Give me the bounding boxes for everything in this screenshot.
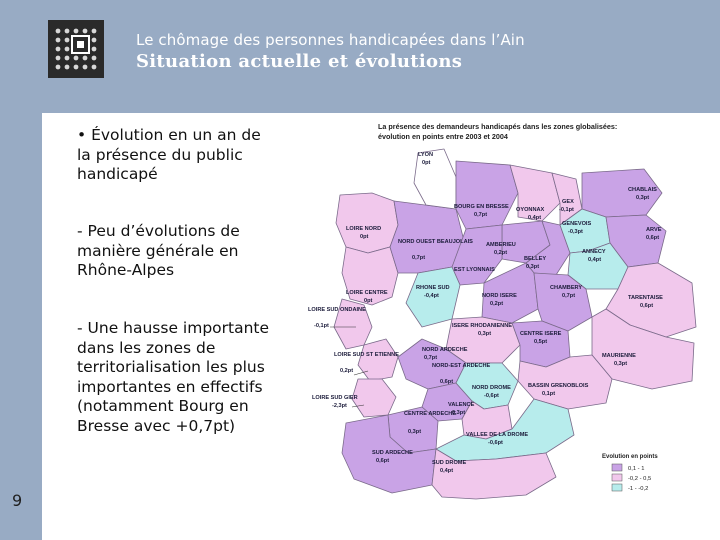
legend-swatch-2 <box>612 474 622 481</box>
value-loire-nord: 0pt <box>360 234 369 240</box>
value-chablais: 0,3pt <box>636 195 650 201</box>
label-centre-isere: CENTRE ISERE <box>520 331 562 337</box>
value-centre-isere: 0,5pt <box>534 339 548 345</box>
legend-swatch-1 <box>612 464 622 471</box>
value-rhone-sud: -0,4pt <box>424 293 439 299</box>
region-loire-centre <box>342 247 398 305</box>
label-isere-rhodanienne: ISERE RHODANIENNE <box>452 323 512 329</box>
map-title-line2: évolution en points entre 2003 et 2004 <box>378 132 508 141</box>
label-oyonnax: OYONNAX <box>516 207 545 213</box>
label-bassin-grenoblois: BASSIN GRENOBLOIS <box>528 383 589 389</box>
value-chambery: 0,7pt <box>562 293 576 299</box>
legend-label-1: 0,1 - 1 <box>628 466 645 472</box>
label-vallee-de-la-drome: VALLEE DE LA DROME <box>466 432 529 438</box>
value-bourg-en-bresse: 0,7pt <box>474 212 488 218</box>
value-loire-centre: 0pt <box>364 298 373 304</box>
page-number: 9 <box>12 491 23 510</box>
legend-swatch-3 <box>612 484 622 491</box>
value-arve: 0,6pt <box>646 235 660 241</box>
value-maurienne: 0,3pt <box>614 361 628 367</box>
label-genevois: GENEVOIS <box>562 221 592 227</box>
label-nord-est-ardeche: NORD-EST ARDECHE <box>432 363 491 369</box>
value-loire-sud-st-etienne: 0,2pt <box>340 368 354 374</box>
value-vallee-de-la-drome: -0,6pt <box>488 440 503 446</box>
value-bassin-grenoblois: 0,1pt <box>542 391 556 397</box>
label-bourg-en-bresse: BOURG EN BRESSE <box>454 204 509 210</box>
value-isere-rhodanienne: 0,3pt <box>478 331 492 337</box>
value-lyon: 0pt <box>422 160 431 166</box>
logo-icon <box>48 20 104 78</box>
value-annecy: 0,4pt <box>588 257 602 263</box>
page-title: Situation actuelle et évolutions <box>136 51 463 72</box>
label-rhone-sud: RHONE SUD <box>416 285 450 291</box>
label-nord-ardeche: NORD ARDECHE <box>422 347 468 353</box>
value-nord-isere: 0,2pt <box>490 301 504 307</box>
label-valence: VALENCE <box>448 402 475 408</box>
label-sud-drome: SUD DROME <box>432 460 467 466</box>
legend-label-3: -1 - -0,2 <box>628 486 649 492</box>
region-nord-ouest-beaujolais <box>390 201 464 273</box>
label-tarentaise: TARENTAISE <box>628 295 663 301</box>
value-genevois: -0,3pt <box>568 229 583 235</box>
value-centre-ardeche: 0,3pt <box>408 429 422 435</box>
value-amberieu: 0,2pt <box>494 250 508 256</box>
value-nord-drome: -0,6pt <box>484 393 499 399</box>
label-loire-centre: LOIRE CENTRE <box>346 290 388 296</box>
label-loire-sud-st-etienne: LOIRE SUD ST ETIENNE <box>334 352 399 358</box>
value-tarentaise: 0,6pt <box>640 303 654 309</box>
value-gex: -0,1pt <box>559 207 574 213</box>
value-nord-est-ardeche: 0,6pt <box>440 379 454 385</box>
value-loire-sud-gier: -2,3pt <box>332 403 347 409</box>
label-est-lyonnais: EST LYONNAIS <box>454 267 495 273</box>
header-subtitle: Le chômage des personnes handicapées dans l’Ain <box>136 31 525 49</box>
label-lyon: LYON <box>418 152 434 158</box>
value-sud-ardeche: 0,6pt <box>376 458 390 464</box>
label-annecy: ANNECY <box>582 249 606 255</box>
label-amberieu: AMBERIEU <box>486 242 516 248</box>
label-chablais: CHABLAIS <box>628 187 657 193</box>
label-maurienne: MAURIENNE <box>602 353 636 359</box>
bullet-text: • Évolution en un an de la présence du public handicapé <box>77 126 261 183</box>
left-sidebar-band <box>0 113 42 540</box>
value-oyonnax: 0,4pt <box>528 215 542 221</box>
rhone-alpes-map <box>306 113 710 503</box>
value-sud-drome: 0,4pt <box>440 468 454 474</box>
label-arve: ARVE <box>646 227 662 233</box>
paragraph-1: - Peu d’évolutions de manière générale en Rhône-Alpes <box>77 222 240 279</box>
label-loire-sud-gier: LOIRE SUD GIER <box>312 395 358 401</box>
region-loire-nord <box>336 193 398 253</box>
paragraph-2: - Une hausse importante dans les zones de territorialisation les plus importantes en effectifs (notamment Bourg en Bresse avec +0,7pt) <box>77 319 270 435</box>
label-nord-isere: NORD ISERE <box>482 293 517 299</box>
legend-label-2: -0,2 - 0,5 <box>628 476 652 482</box>
label-loire-sud-ondaine: LOIRE SUD ONDAINE <box>308 307 366 313</box>
label-nord-ouest-beaujolais: NORD OUEST BEAUJOLAIS <box>398 239 473 245</box>
label-belley: BELLEY <box>524 256 547 262</box>
value-belley: 0,3pt <box>526 264 540 270</box>
label-centre-ardeche: CENTRE ARDECHE <box>404 411 457 417</box>
label-nord-drome: NORD DROME <box>472 385 511 391</box>
value-nord-ouest-beaujolais: 0,7pt <box>412 255 426 261</box>
label-loire-nord: LOIRE NORD <box>346 226 382 232</box>
legend-title: Evolution en points <box>602 454 658 460</box>
label-sud-ardeche: SUD ARDECHE <box>372 450 413 456</box>
value-valence: 0,3pt <box>452 410 466 416</box>
value-nord-ardeche: 0,7pt <box>424 355 438 361</box>
label-gex: GEX <box>562 199 574 205</box>
label-chambery: CHAMBERY <box>550 285 583 291</box>
value-loire-sud-ondaine: -0,1pt <box>314 323 329 329</box>
map-title-line1: La présence des demandeurs handicapés dans les zones globalisées: <box>378 122 618 131</box>
